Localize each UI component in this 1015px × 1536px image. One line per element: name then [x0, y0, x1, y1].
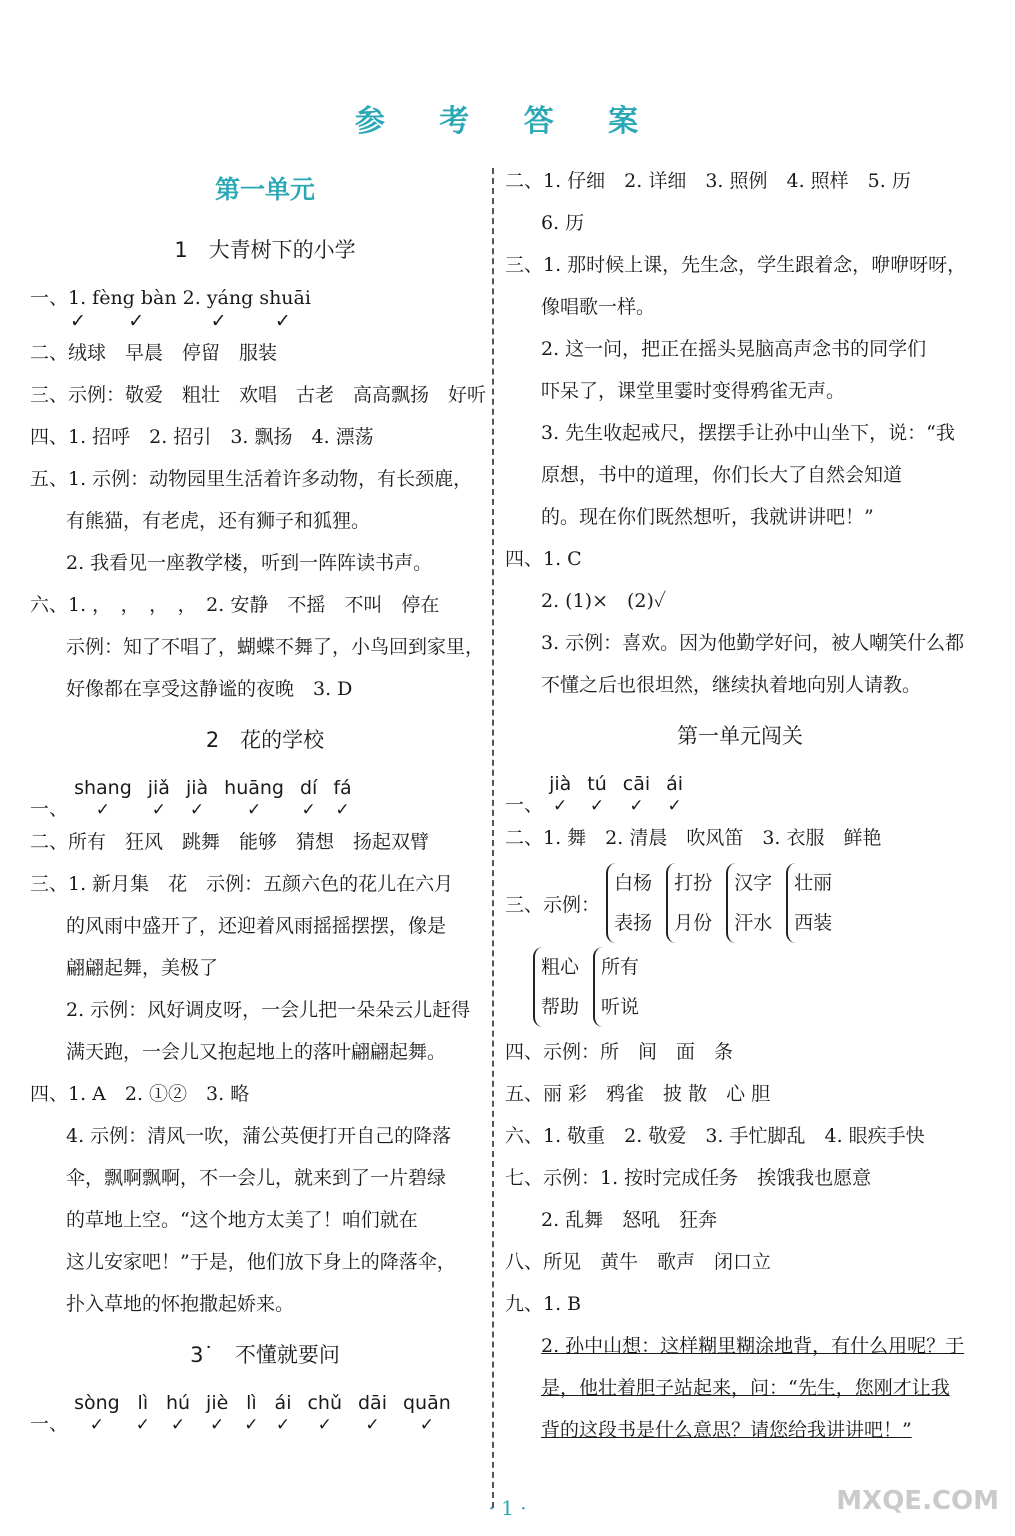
check-mark-icon: ✓ — [210, 1415, 225, 1435]
pinyin-item — [623, 772, 650, 816]
check-mark-icon: ✓ — [135, 1415, 150, 1435]
answer-line: 二、1. 仔细 2. 详细 3. 照例 4. 照样 5. 历 — [505, 170, 911, 192]
check-mark-icon: ✓ — [89, 1415, 104, 1435]
pinyin-text: dí — [300, 777, 318, 799]
pinyin-text: quān — [402, 1392, 451, 1414]
word-groups-row — [505, 863, 975, 943]
answer-line: 的风雨中盛开了，还迎着风雨摇摇摆摆，像是 — [66, 915, 447, 937]
pinyin-text: lì — [246, 1392, 257, 1414]
pinyin-item — [307, 1391, 342, 1435]
word-group — [666, 863, 712, 943]
checkpoint-title: 第一单元闯关 — [677, 724, 803, 748]
section-1-title: 1 大青树下的小学 — [174, 238, 356, 262]
pinyin-answer-row-checkpoint — [505, 772, 975, 817]
pinyin-prefix: 一、 — [30, 1413, 69, 1435]
word-group — [726, 863, 772, 943]
pinyin-item — [244, 1391, 258, 1435]
answer-line: 四、1. C — [505, 548, 582, 570]
pinyin-answer-row-1 — [30, 286, 500, 310]
pinyin-item — [666, 772, 683, 816]
pinyin-text: ái — [666, 773, 684, 795]
answer-line: 有熊猫，有老虎，还有狮子和狐狸。 — [66, 510, 371, 532]
pinyin-answer-row-2 — [30, 776, 500, 821]
answer-line: 不懂之后也很坦然，继续执着地向别人请教。 — [541, 674, 922, 696]
answer-line: 二、1. 舞 2. 清晨 吹风笛 3. 衣服 鲜艳 — [505, 827, 882, 849]
pinyin-item — [358, 1391, 387, 1435]
word: 汉字 — [734, 872, 773, 894]
answer-line: 原想，书中的道理，你们长大了自然会知道 — [541, 464, 903, 486]
answer-line: 满天跑，一会儿又抱起地上的落叶翩翩起舞。 — [66, 1041, 447, 1063]
word: 粗心 — [541, 956, 580, 978]
pinyin-item — [300, 776, 317, 820]
pinyin-item — [333, 776, 351, 820]
pinyin-item — [74, 1391, 120, 1435]
answer-line: 九、1. B — [505, 1293, 582, 1315]
word-group — [533, 947, 579, 1027]
answer-line: 2. (1)× (2)✓ — [541, 590, 667, 612]
pinyin-answer-row-3 — [30, 1391, 500, 1436]
check-mark-icon: ✓ — [317, 1415, 332, 1435]
pinyin-prefix: 一、 — [30, 798, 69, 820]
answer-line: 扑入草地的怀抱撒起娇来。 — [66, 1293, 295, 1315]
pinyin-text: jià — [549, 773, 572, 795]
check-mark-icon: ✓ — [170, 1415, 186, 1435]
pinyin-leading-text: 一、1. fèng bàn 2. yáng shuāi — [30, 287, 311, 309]
answer-line: 八、所见 黄牛 歌声 闭口立 — [505, 1251, 772, 1273]
word: 表扬 — [614, 912, 653, 934]
answer-line: 四、1. 招呼 2. 招引 3. 飘扬 4. 漂荡 — [30, 426, 374, 448]
page-number: · 1 · — [488, 1496, 527, 1520]
answer-line: 2. 示例：风好调皮呀，一会儿把一朵朵云儿赶得 — [66, 999, 471, 1021]
pinyin-item — [403, 1391, 451, 1435]
pinyin-text: sòng — [74, 1392, 120, 1414]
section-2-title: 2 花的学校 — [205, 728, 325, 752]
word-groups — [533, 956, 653, 1018]
answer-line: 六、1. ， ， ， ， 2. 安静 不摇 不叫 停在 — [30, 594, 440, 616]
answer-line: 三、1. 那时候上课，先生念，学生跟着念，咿咿呀呀， — [505, 254, 967, 276]
word-group — [593, 947, 639, 1027]
pinyin-item — [166, 1391, 190, 1435]
check-mark-icon: ✓ — [95, 800, 111, 820]
pinyin-item — [549, 772, 571, 816]
pinyin-text: ái — [274, 1392, 292, 1414]
page-title: 参 考 答 案 — [354, 104, 661, 139]
pinyin-item — [275, 1391, 292, 1435]
answer-line: 这儿安家吧！”于是，他们放下身上的降落伞， — [66, 1251, 456, 1273]
pinyin-item — [186, 776, 208, 820]
answer-line: 五、1. 示例：动物园里生活着许多动物，有长颈鹿， — [30, 468, 473, 490]
answer-line: 3. 示例：喜欢。因为他勤学好问，被人嘲笑什么都 — [541, 632, 965, 654]
word: 月份 — [674, 912, 713, 934]
pinyin-text: fá — [333, 777, 352, 799]
check-mark-icon: ✓ — [151, 800, 166, 820]
pinyin-text: cāi — [622, 773, 651, 795]
pinyin-text: chǔ — [307, 1392, 342, 1414]
answer-line: 伞，飘啊飘啊，不一会儿，就来到了一片碧绿 — [66, 1167, 447, 1189]
check-marks: ✓ ✓ ✓ ✓ — [70, 310, 291, 332]
answer-line: 七、示例：1. 按时完成任务 挨饿我也愿意 — [505, 1167, 872, 1189]
word: 汗水 — [734, 912, 773, 934]
word: 帮助 — [541, 996, 580, 1018]
check-mark-icon: ✓ — [301, 800, 316, 820]
word-groups-row-2 — [533, 947, 975, 1027]
groups-prefix: 三、示例： — [505, 893, 601, 916]
pinyin-item — [206, 1391, 228, 1435]
answer-line: 吓呆了，课堂里霎时变得鸦雀无声。 — [541, 380, 846, 402]
answer-line: 的草地上空。“这个地方太美了！咱们就在 — [66, 1209, 418, 1231]
check-mark-icon: ✓ — [275, 1415, 291, 1435]
check-mark-icon: ✓ — [629, 796, 644, 816]
pinyin-item — [587, 772, 607, 816]
word: 所有 — [601, 956, 640, 978]
answer-line: 三、1. 新月集 花 示例：五颜六色的花儿在六月 — [30, 873, 454, 895]
answer-line: 示例：知了不唱了，蝴蝶不舞了，小鸟回到家里， — [66, 636, 485, 658]
check-mark-icon: ✓ — [589, 796, 605, 816]
answer-line: 四、示例：所 间 面 条 — [505, 1041, 734, 1063]
check-mark-icon: ✓ — [244, 1415, 259, 1435]
right-column — [505, 160, 975, 1451]
answer-line: 的。现在你们既然想听，我就讲讲吧！” — [541, 506, 874, 528]
check-mark-icon: ✓ — [246, 800, 262, 820]
section-3-title: 3˙ 不懂就要问 — [190, 1343, 340, 1367]
check-mark-icon: ✓ — [335, 800, 350, 820]
answer-line: 二、绒球 早晨 停留 服装 — [30, 342, 278, 364]
word-groups — [606, 872, 846, 934]
word: 壮丽 — [794, 872, 833, 894]
pinyin-text: huāng — [224, 777, 284, 799]
unit-heading: 第一单元 — [214, 175, 315, 204]
answer-line: 四、1. A 2. ①② 3. 略 — [30, 1083, 250, 1105]
answer-line: 像唱歌一样。 — [541, 296, 656, 318]
pinyin-text: shang — [74, 777, 132, 799]
check-mark-icon: ✓ — [419, 1415, 434, 1435]
answer-line: 2. 孙中山想：这样糊里糊涂地背，有什么用呢？于 — [541, 1335, 965, 1357]
word: 白杨 — [614, 872, 653, 894]
answer-line: 背的这段书是什么意思？请您给我讲讲吧！” — [541, 1419, 912, 1441]
watermark-logo: MXQE.COM — [836, 1486, 999, 1516]
word: 打扮 — [674, 872, 713, 894]
answer-line: 2. 乱舞 怒吼 狂奔 — [541, 1209, 718, 1231]
answer-line: 翩翩起舞，美极了 — [66, 957, 219, 979]
pinyin-text: jiè — [206, 1392, 229, 1414]
pinyin-prefix: 一、 — [505, 794, 544, 816]
check-mark-icon: ✓ — [553, 796, 568, 816]
answer-line: 2. 我看见一座教学楼，听到一阵阵读书声。 — [66, 552, 433, 574]
word-group — [786, 863, 832, 943]
word: 听说 — [601, 996, 640, 1018]
pinyin-text: jià — [185, 777, 209, 799]
answer-line: 4. 示例：清风一吹，蒲公英便打开自己的降落 — [66, 1125, 452, 1147]
answer-line: 三、示例：敬爱 粗壮 欢唱 古老 高高飘扬 好听 — [30, 384, 487, 406]
answer-line: 6. 历 — [541, 212, 585, 234]
answer-line: 五、丽 彩 鸦雀 披 散 心 胆 — [505, 1083, 771, 1105]
left-column — [30, 160, 500, 1436]
answer-line: 是，他壮着胆子站起来，问：“先生，您刚才让我 — [541, 1377, 950, 1399]
check-mark-icon: ✓ — [189, 800, 205, 820]
answer-line: 好像都在享受这静谧的夜晚 3. D — [66, 678, 353, 700]
pinyin-text: jiǎ — [147, 777, 170, 799]
pinyin-item — [136, 1391, 150, 1435]
pinyin-text: tú — [587, 773, 607, 795]
pinyin-text: lì — [137, 1392, 149, 1414]
answer-line: 六、1. 敬重 2. 敬爱 3. 手忙脚乱 4. 眼疾手快 — [505, 1125, 925, 1147]
check-mark-icon: ✓ — [667, 796, 682, 816]
answer-line: 2. 这一问，把正在摇头晃脑高声念书的同学们 — [541, 338, 927, 360]
pinyin-text: dāi — [358, 1392, 387, 1414]
check-mark-icon: ✓ — [365, 1415, 380, 1435]
answer-line: 3. 先生收起戒尺，摆摆手让孙中山坐下，说：“我 — [541, 422, 955, 444]
pinyin-text: hú — [165, 1392, 191, 1414]
word: 西装 — [794, 912, 833, 934]
word-group — [606, 863, 652, 943]
answer-line: 二、所有 狂风 跳舞 能够 猜想 扬起双臂 — [30, 831, 430, 853]
pinyin-item — [224, 776, 284, 820]
pinyin-item — [74, 776, 132, 820]
pinyin-item — [148, 776, 170, 820]
